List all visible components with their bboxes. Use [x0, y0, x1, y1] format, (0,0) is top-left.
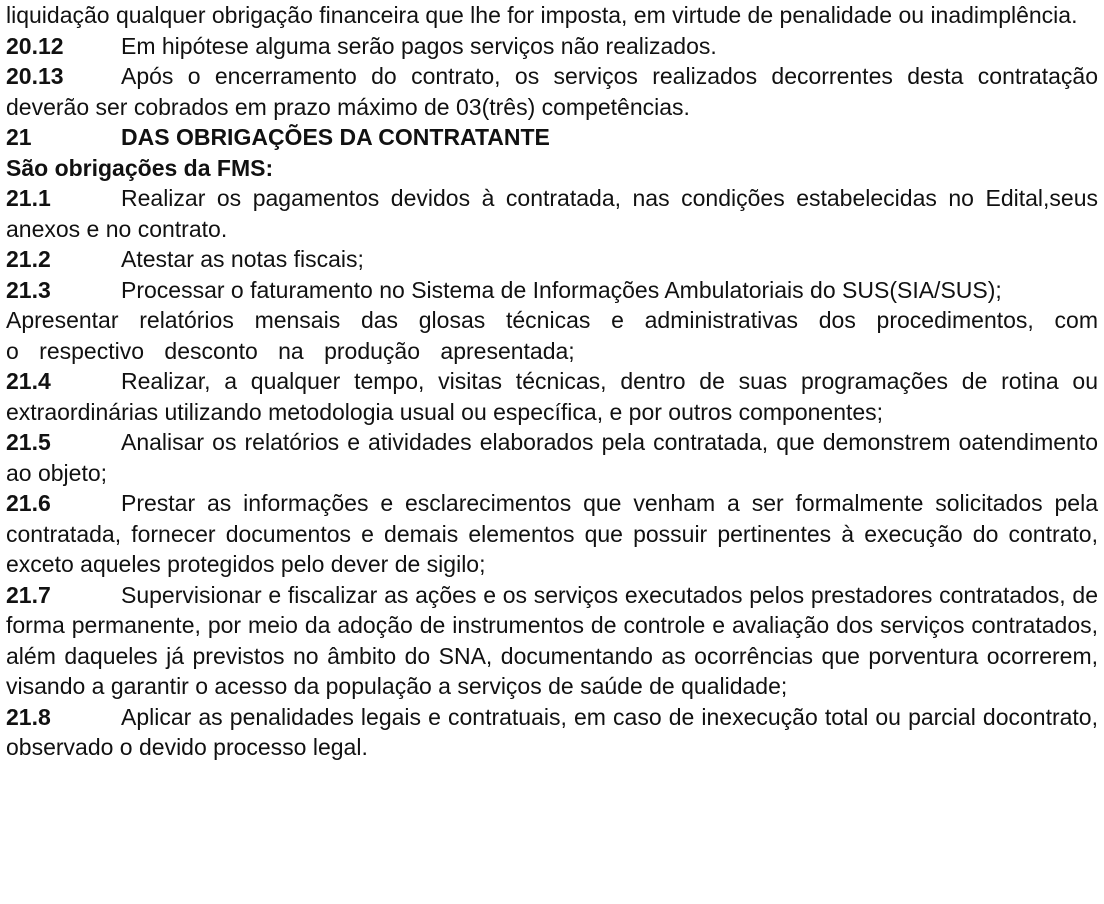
clause-21-8 [6, 702, 1098, 763]
clause-21-7 [6, 580, 1098, 702]
clause-text: Após o encerramento do contrato, os serviços realizados decorrentes desta contratação deverão ser cobrados em prazo máximo de 03(três) competências. [6, 63, 1098, 120]
clause-number: 21.3 [6, 276, 51, 303]
clause-21-2 [6, 244, 1098, 275]
clause-text: Realizar os pagamentos devidos à contratada, nas condições estabelecidas no Edital,seus anexos e no contrato. [6, 185, 1098, 242]
clause-text: Supervisionar e fiscalizar as ações e os serviços executados pelos prestadores contratados, de forma permanente, por meio da adoção de instrumentos de controle e avaliação dos serviços contratados, além daqueles já previstos no âmbito do SNA, documentando as ocorrências que porventura ocorrerem, visando a garantir o acesso da população a serviços de saúde de qualidade; [6, 581, 1098, 699]
clause-text: Realizar, a qualquer tempo, visitas técnicas, dentro de suas programações de rotina ou extraordinárias utilizando metodologia usual ou específica, e por outros componentes; [6, 368, 1098, 425]
clause-text: Aplicar as penalidades legais e contratuais, em caso de inexecução total ou parcial docontrato, observado o devido processo legal. [6, 703, 1098, 760]
section-intro-text: São obrigações da FMS: [6, 154, 274, 181]
clause-text: Em hipótese alguma serão pagos serviços não realizados. [121, 32, 717, 59]
clause-21-4 [6, 366, 1098, 427]
clause-text: Processar o faturamento no Sistema de Informações Ambulatoriais do SUS(SIA/SUS); [121, 276, 1002, 303]
clause-number: 20.12 [6, 32, 64, 59]
section-title: DAS OBRIGAÇÕES DA CONTRATANTE [121, 124, 550, 150]
lead-continuation-text: liquidação qualquer obrigação financeira que lhe for imposta, em virtude de penalidade ou inadimplência. [6, 2, 1078, 28]
clause-number: 21.2 [6, 246, 51, 272]
clause-number: 21.7 [6, 581, 51, 608]
clause-text: Prestar as informações e esclarecimentos que venham a ser formalmente solicitados pela contratada, fornecer documentos e demais elementos que possuir pertinentes à execução do contrato, exceto aqueles protegidos pelo dever de sigilo; [6, 490, 1098, 577]
clause-number: 21.6 [6, 490, 51, 516]
clause-number: 20.13 [6, 63, 64, 89]
clause-text: Analisar os relatórios e atividades elaborados pela contratada, que demonstrem oatendimento ao objeto; [6, 429, 1098, 486]
clause-number: 21.5 [6, 429, 51, 455]
paragraph-text: Apresentar relatórios mensais das glosas técnicas e administrativas dos procedimentos, com o respectivo desconto na produção apresentada; [6, 307, 1098, 364]
clause-number: 21.4 [6, 368, 51, 394]
clause-20-13 [6, 61, 1098, 122]
section-heading-21 [6, 122, 1098, 153]
clause-number: 21.8 [6, 703, 51, 730]
clause-text: Atestar as notas fiscais; [121, 246, 364, 272]
clause-number: 21.1 [6, 185, 51, 211]
lead-continuation [6, 0, 1098, 31]
clause-21-3 [6, 275, 1098, 306]
section-number: 21 [6, 124, 32, 150]
section-intro [6, 153, 1098, 184]
clause-21-1 [6, 183, 1098, 244]
clause-21-5 [6, 427, 1098, 488]
clause-20-12 [6, 31, 1098, 62]
clause-21-6 [6, 488, 1098, 580]
unnumbered-paragraph [6, 305, 1098, 366]
